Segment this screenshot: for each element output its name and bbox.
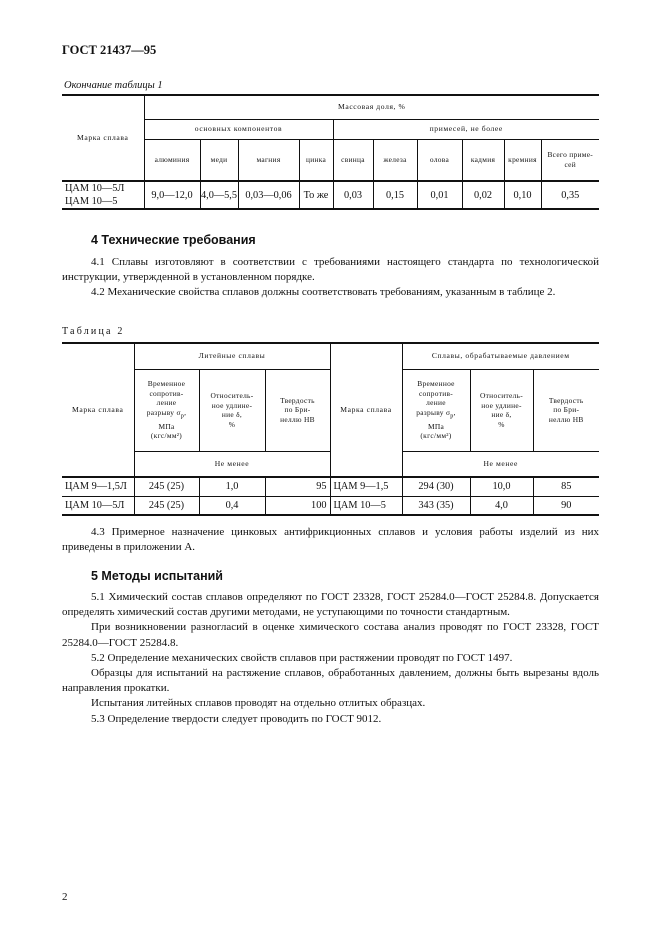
- t2-row1-cast-hard: 95: [265, 477, 330, 496]
- t2-hard-line-2: по Бри-: [284, 405, 311, 415]
- t2-row2-wrought-grade: ЦАМ 10—5: [330, 496, 402, 515]
- t2-elong-line-2: ное удлине-: [211, 400, 253, 410]
- t2-row2-cast-grade: ЦАМ 10—5Л: [62, 496, 134, 515]
- t1-val-cadmium: 0,02: [462, 181, 504, 209]
- section4-body: [62, 255, 599, 301]
- t2-row2-cast-elong: 0,4: [199, 496, 265, 515]
- t2-hard-line-3: неллю НВ: [280, 414, 315, 424]
- t2-w-hard-line-2: по Бри-: [553, 405, 580, 415]
- section5-title: 5 Методы испытаний: [91, 569, 223, 583]
- t1-col-lead: свинца: [333, 139, 373, 181]
- t2-strength-line-3: ление: [156, 398, 177, 408]
- t2-strength-sub: р: [180, 413, 185, 420]
- t2-col-strength-wrought: [402, 369, 470, 451]
- para-5-2: 5.2 Определение механических свойств сплавов при растяжении проводят по ГОСТ 1497.: [91, 651, 513, 664]
- t2-w-elong-line-1: Относитель-: [480, 391, 523, 400]
- t2-row2-wrought-elong: 4,0: [470, 496, 533, 515]
- t2-strength-line-4: разрыву $\sigma_р$,: [146, 407, 187, 420]
- t1-val-magnesium: 0,03—0,06: [238, 181, 299, 209]
- t2-col-elong-cast: [199, 369, 265, 451]
- table1-caption: Окончание таблицы 1: [64, 80, 163, 91]
- t1-col-iron: железа: [373, 139, 417, 181]
- t2-col-grade-wrought: Марка сплава: [330, 343, 402, 477]
- para-4-2: 4.2 Механические свойства сплавов должны соответствовать требованиям, указанным в таблице 2.: [91, 286, 556, 299]
- t2-w-elong-line-3: ние δ,: [491, 410, 512, 419]
- document-header: ГОСТ 21437—95: [62, 43, 157, 57]
- t2-elong-line-4: %: [228, 419, 236, 429]
- t2-strength-line-6: (кгс/мм²): [150, 431, 183, 441]
- t2-row2-wrought-hard: 90: [533, 496, 599, 515]
- t2-row2-wrought-strength: 343 (35): [402, 496, 470, 515]
- t1-col-total: Всего приме- сей: [541, 139, 599, 181]
- t2-w-elong-line-4: %: [498, 419, 505, 429]
- t2-row2-cast-hard: 100: [265, 496, 330, 515]
- para-5-3: 5.3 Определение твердости следует проводить по ГОСТ 9012.: [91, 712, 382, 725]
- t1-col-silicon: кремния: [504, 139, 541, 181]
- t2-col-grade-cast: Марка сплава: [62, 343, 134, 477]
- t2-w-strength-line-4: разрыву $\sigma_р$,: [416, 407, 456, 420]
- para-4-3-block: [62, 525, 599, 555]
- t2-w-strength-line-5: МПа: [427, 421, 445, 431]
- t2-col-hard-cast: [265, 369, 330, 451]
- t2-elong-line-3: ние δ,: [221, 410, 243, 419]
- t1-val-zinc: То же: [299, 181, 333, 209]
- t1-group-impurities: примесей, не более: [333, 119, 599, 139]
- t2-row1-wrought-elong: 10,0: [470, 477, 533, 496]
- para-4-1: 4.1 Сплавы изготовляют в соответствии с требованиями настоящего стандарта по технологической инструкции, утвержденной в установленном порядке.: [62, 256, 599, 284]
- t1-group-mass: Массовая доля, %: [144, 95, 599, 119]
- t2-row1-wrought-strength: 294 (30): [402, 477, 470, 496]
- table1: [62, 94, 599, 210]
- para-4-3: 4.3 Примерное назначение цинковых антифрикционных сплавов и условия работы изделий из них приведены в приложении А.: [62, 526, 599, 554]
- para-5-2-b: Образцы для испытаний на растяжение сплавов, обработанных давлением, должны быть вырезаны вдоль направления прокатки.: [62, 667, 599, 695]
- t1-col-tin: олова: [417, 139, 462, 181]
- t1-val-copper: 4,0—5,5: [200, 181, 238, 209]
- t2-group-wrought: Сплавы, обрабатываемые давлением: [402, 343, 599, 369]
- t2-w-hard-line-3: неллю НВ: [548, 414, 584, 424]
- t2-strength-line-1: Временное: [147, 379, 186, 389]
- t2-strength-line-2: сопротив-: [149, 388, 184, 398]
- t1-val-total: 0,35: [541, 181, 599, 209]
- page-number: 2: [62, 891, 68, 903]
- t1-grade-1: ЦАМ 10—5Л: [65, 183, 125, 194]
- t1-col-cadmium: кадмия: [462, 139, 504, 181]
- t2-w-elong-line-2: ное удлине-: [481, 400, 522, 410]
- para-5-2-c: Испытания литейных сплавов проводят на отдельно отлитых образцах.: [91, 697, 426, 710]
- section4-title: 4 Технические требования: [91, 233, 256, 247]
- t2-elong-line-1: Относитель-: [210, 391, 254, 400]
- section5-body: [62, 590, 599, 727]
- t2-w-strength-line-2: сопротив-: [418, 388, 454, 398]
- t2-row1-wrought-grade: ЦАМ 9—1,5: [330, 477, 402, 496]
- t2-row1-cast-grade: ЦАМ 9—1,5Л: [62, 477, 134, 496]
- t2-hard-line-1: Твердость: [280, 395, 315, 405]
- t2-w-strength-line-1: Временное: [417, 379, 455, 389]
- para-5-1: 5.1 Химический состав сплавов определяют по ГОСТ 23328, ГОСТ 25284.0—ГОСТ 25284.8. Допускается определять химический состав другими методами, не уступающими по точности стандартным.: [62, 591, 599, 619]
- t2-row2-cast-strength: 245 (25): [134, 496, 199, 515]
- t2-w-hard-line-1: Твердость: [548, 395, 584, 405]
- t2-w-strength-line-6: (кгс/мм²): [420, 431, 452, 441]
- t1-group-main: основных компонентов: [144, 119, 333, 139]
- t2-w-strength-sub: р: [450, 413, 454, 420]
- t1-row-grade: [62, 181, 144, 209]
- t2-w-strength-line-3: ление: [426, 398, 446, 408]
- t1-col-aluminium: алюминия: [144, 139, 200, 181]
- table2-caption: Таблица 2: [62, 326, 125, 337]
- t1-val-silicon: 0,10: [504, 181, 541, 209]
- t2-group-cast: Литейные сплавы: [134, 343, 330, 369]
- t1-col-zinc: цинка: [299, 139, 333, 181]
- t2-strength-line-5: МПа: [158, 421, 175, 431]
- t1-val-aluminium: 9,0—12,0: [144, 181, 200, 209]
- para-5-1-b: При возникновении разногласий в оценке химического состава анализ проводят по ГОСТ 23328, ГОСТ 25284.0—ГОСТ 25284.8.: [62, 621, 599, 649]
- table2: [62, 342, 599, 516]
- t2-row1-cast-strength: 245 (25): [134, 477, 199, 496]
- t1-val-lead: 0,03: [333, 181, 373, 209]
- t2-col-elong-wrought: [470, 369, 533, 451]
- t2-not-less-wrought: Не менее: [402, 451, 599, 477]
- t2-row1-cast-elong: 1,0: [199, 477, 265, 496]
- t2-w-strength-sigma: разрыву σ: [416, 407, 451, 417]
- t2-col-hard-wrought: [533, 369, 599, 451]
- t2-not-less-cast: Не менее: [134, 451, 330, 477]
- t1-val-tin: 0,01: [417, 181, 462, 209]
- t1-grade-2: ЦАМ 10—5: [65, 196, 118, 207]
- t2-col-strength-cast: [134, 369, 199, 451]
- t1-col-copper: меди: [200, 139, 238, 181]
- t1-val-iron: 0,15: [373, 181, 417, 209]
- t1-col-magnesium: магния: [238, 139, 299, 181]
- t2-row1-wrought-hard: 85: [533, 477, 599, 496]
- t1-col-grade: Марка сплава: [62, 95, 144, 181]
- t2-strength-sigma: разрыву σ: [146, 407, 181, 417]
